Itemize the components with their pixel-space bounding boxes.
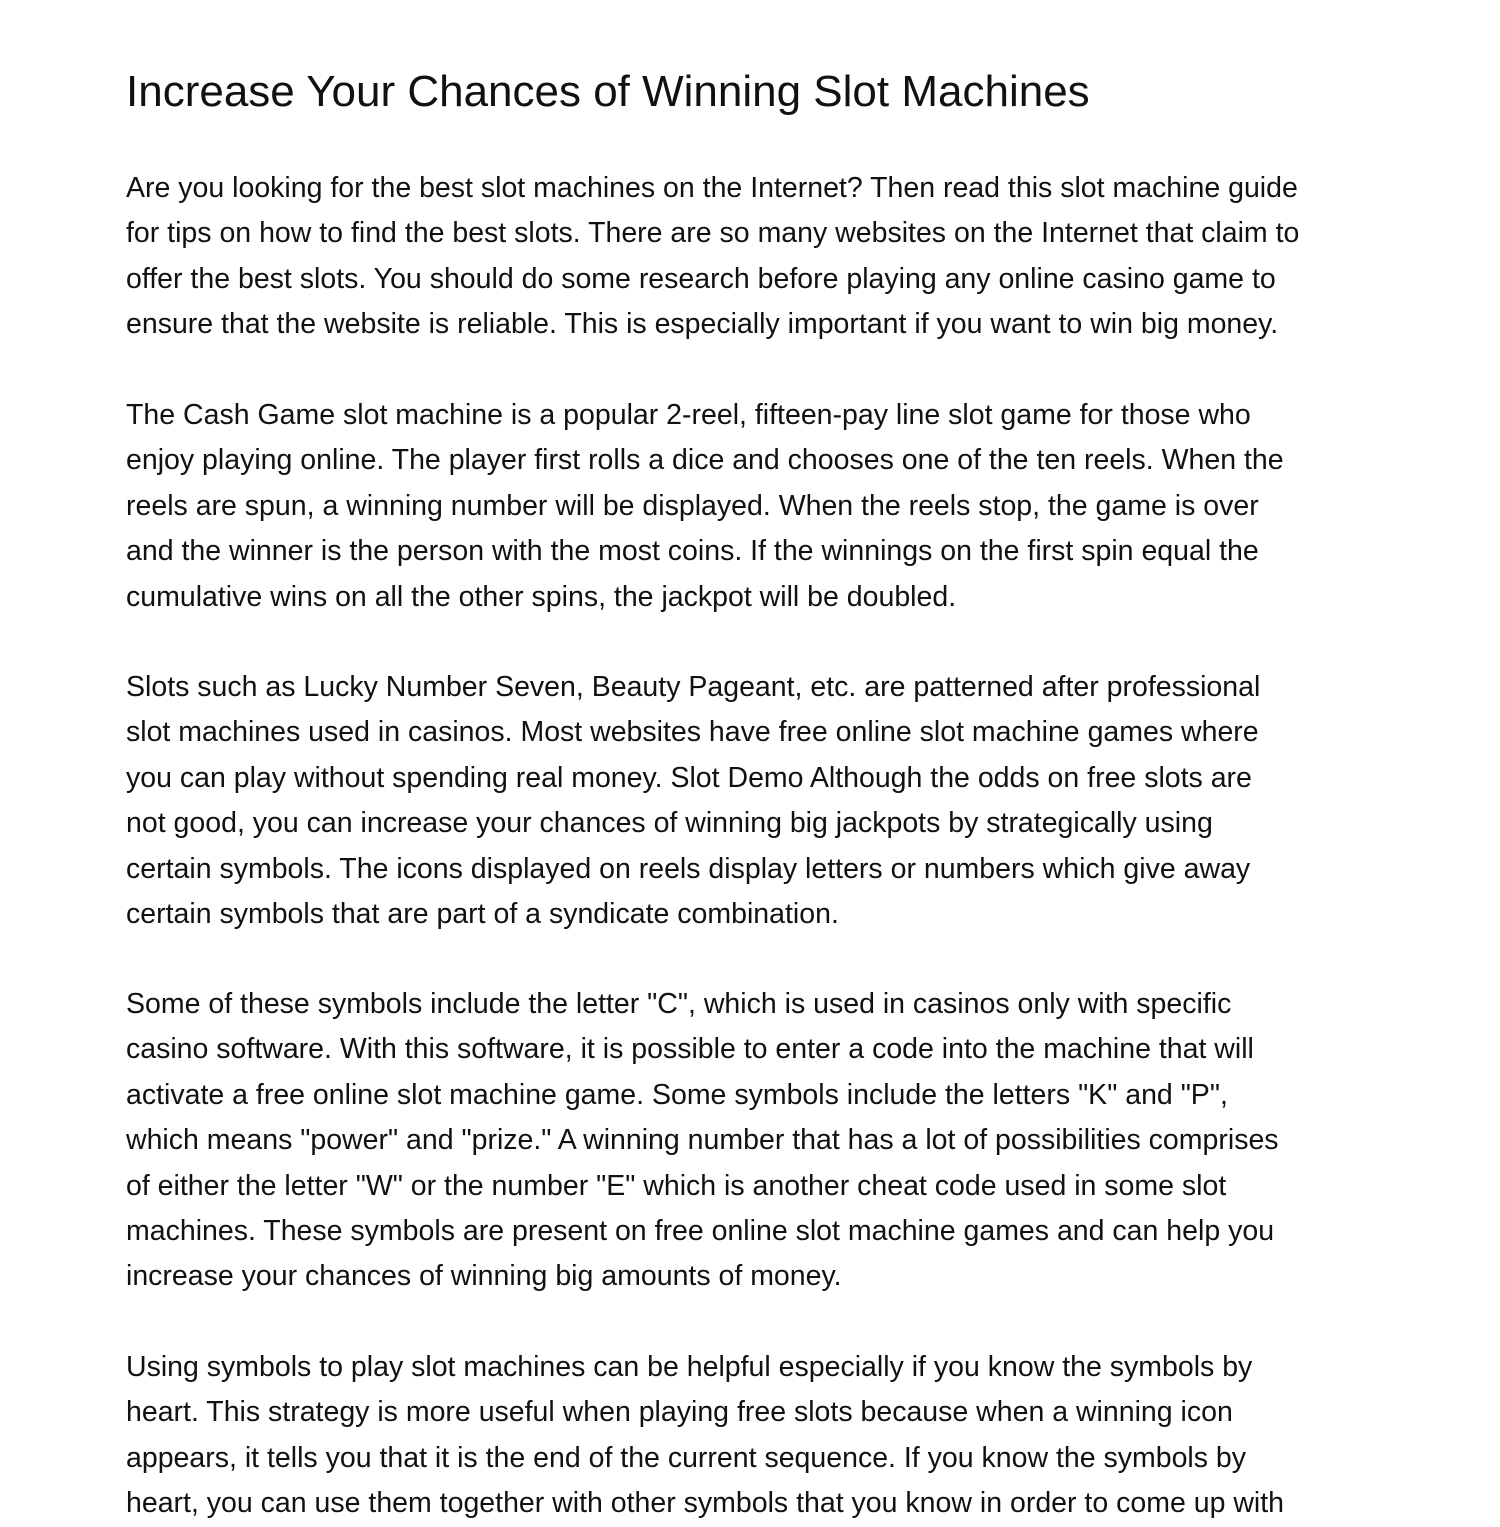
paragraph-line: increase your chances of winning big amounts of money. <box>126 1260 842 1293</box>
paragraph-line: heart. This strategy is more useful when playing free slots because when a winning icon <box>126 1396 1233 1429</box>
paragraph-1 <box>126 166 1299 348</box>
paragraph-line: offer the best slots. You should do some research before playing any online casino game to <box>126 262 1276 295</box>
paragraph-line: cumulative wins on all the other spins, the jackpot will be doubled. <box>126 580 957 613</box>
paragraph-line: activate a free online slot machine game. Some symbols include the letters "K" and "P", <box>126 1078 1228 1111</box>
paragraph-line: certain symbols. The icons displayed on reels display letters or numbers which give away <box>126 852 1251 885</box>
paragraph-line: machines. These symbols are present on free online slot machine games and can help you <box>126 1215 1275 1248</box>
paragraph-line: reels are spun, a winning number will be displayed. When the reels stop, the game is over <box>126 489 1259 522</box>
paragraph-line: which means "power" and "prize." A winning number that has a lot of possibilities comprises <box>126 1124 1279 1157</box>
paragraph-line: you can play without spending real money. Slot Demo Although the odds on free slots are <box>126 761 1252 794</box>
paragraph-line: Some of these symbols include the letter "C", which is used in casinos only with specific <box>126 988 1232 1020</box>
page-title: Increase Your Chances of Winning Slot Machines <box>126 67 1090 116</box>
paragraph-line: ensure that the website is reliable. This is especially important if you want to win big money. <box>126 308 1279 341</box>
paragraph-line: Are you looking for the best slot machines on the Internet? Then read this slot machine guide <box>126 172 1298 204</box>
paragraph-line: The Cash Game slot machine is a popular 2-reel, fifteen-pay line slot game for those who <box>126 399 1251 431</box>
paragraph-5 <box>126 1345 1284 1527</box>
paragraph-line: for tips on how to find the best slots. There are so many websites on the Internet that claim to <box>126 217 1300 250</box>
paragraph-line: Using symbols to play slot machines can be helpful especially if you know the symbols by <box>126 1351 1253 1383</box>
paragraph-line: certain symbols that are part of a syndicate combination. <box>126 898 839 931</box>
paragraph-line: heart, you can use them together with other symbols that you know in order to come up with <box>126 1487 1285 1520</box>
paragraph-2 <box>126 393 1284 620</box>
paragraph-3 <box>126 665 1260 937</box>
paragraph-line: and the winner is the person with the most coins. If the winnings on the first spin equal the <box>126 535 1259 568</box>
paragraph-line: casino software. With this software, it is possible to enter a code into the machine that will <box>126 1033 1254 1066</box>
paragraph-line: slot machines used in casinos. Most websites have free online slot machine games where <box>126 716 1259 749</box>
paragraph-line: not good, you can increase your chances of winning big jackpots by strategically using <box>126 807 1213 840</box>
paragraph-line: of either the letter "W" or the number "E" which is another cheat code used in some slot <box>126 1169 1227 1202</box>
paragraph-line: Slots such as Lucky Number Seven, Beauty Pageant, etc. are patterned after professional <box>126 671 1261 703</box>
paragraph-line: appears, it tells you that it is the end of the current sequence. If you know the symbols by <box>126 1441 1247 1474</box>
paragraph-line: enjoy playing online. The player first rolls a dice and chooses one of the ten reels. When the <box>126 444 1284 477</box>
paragraph-4 <box>126 982 1279 1300</box>
